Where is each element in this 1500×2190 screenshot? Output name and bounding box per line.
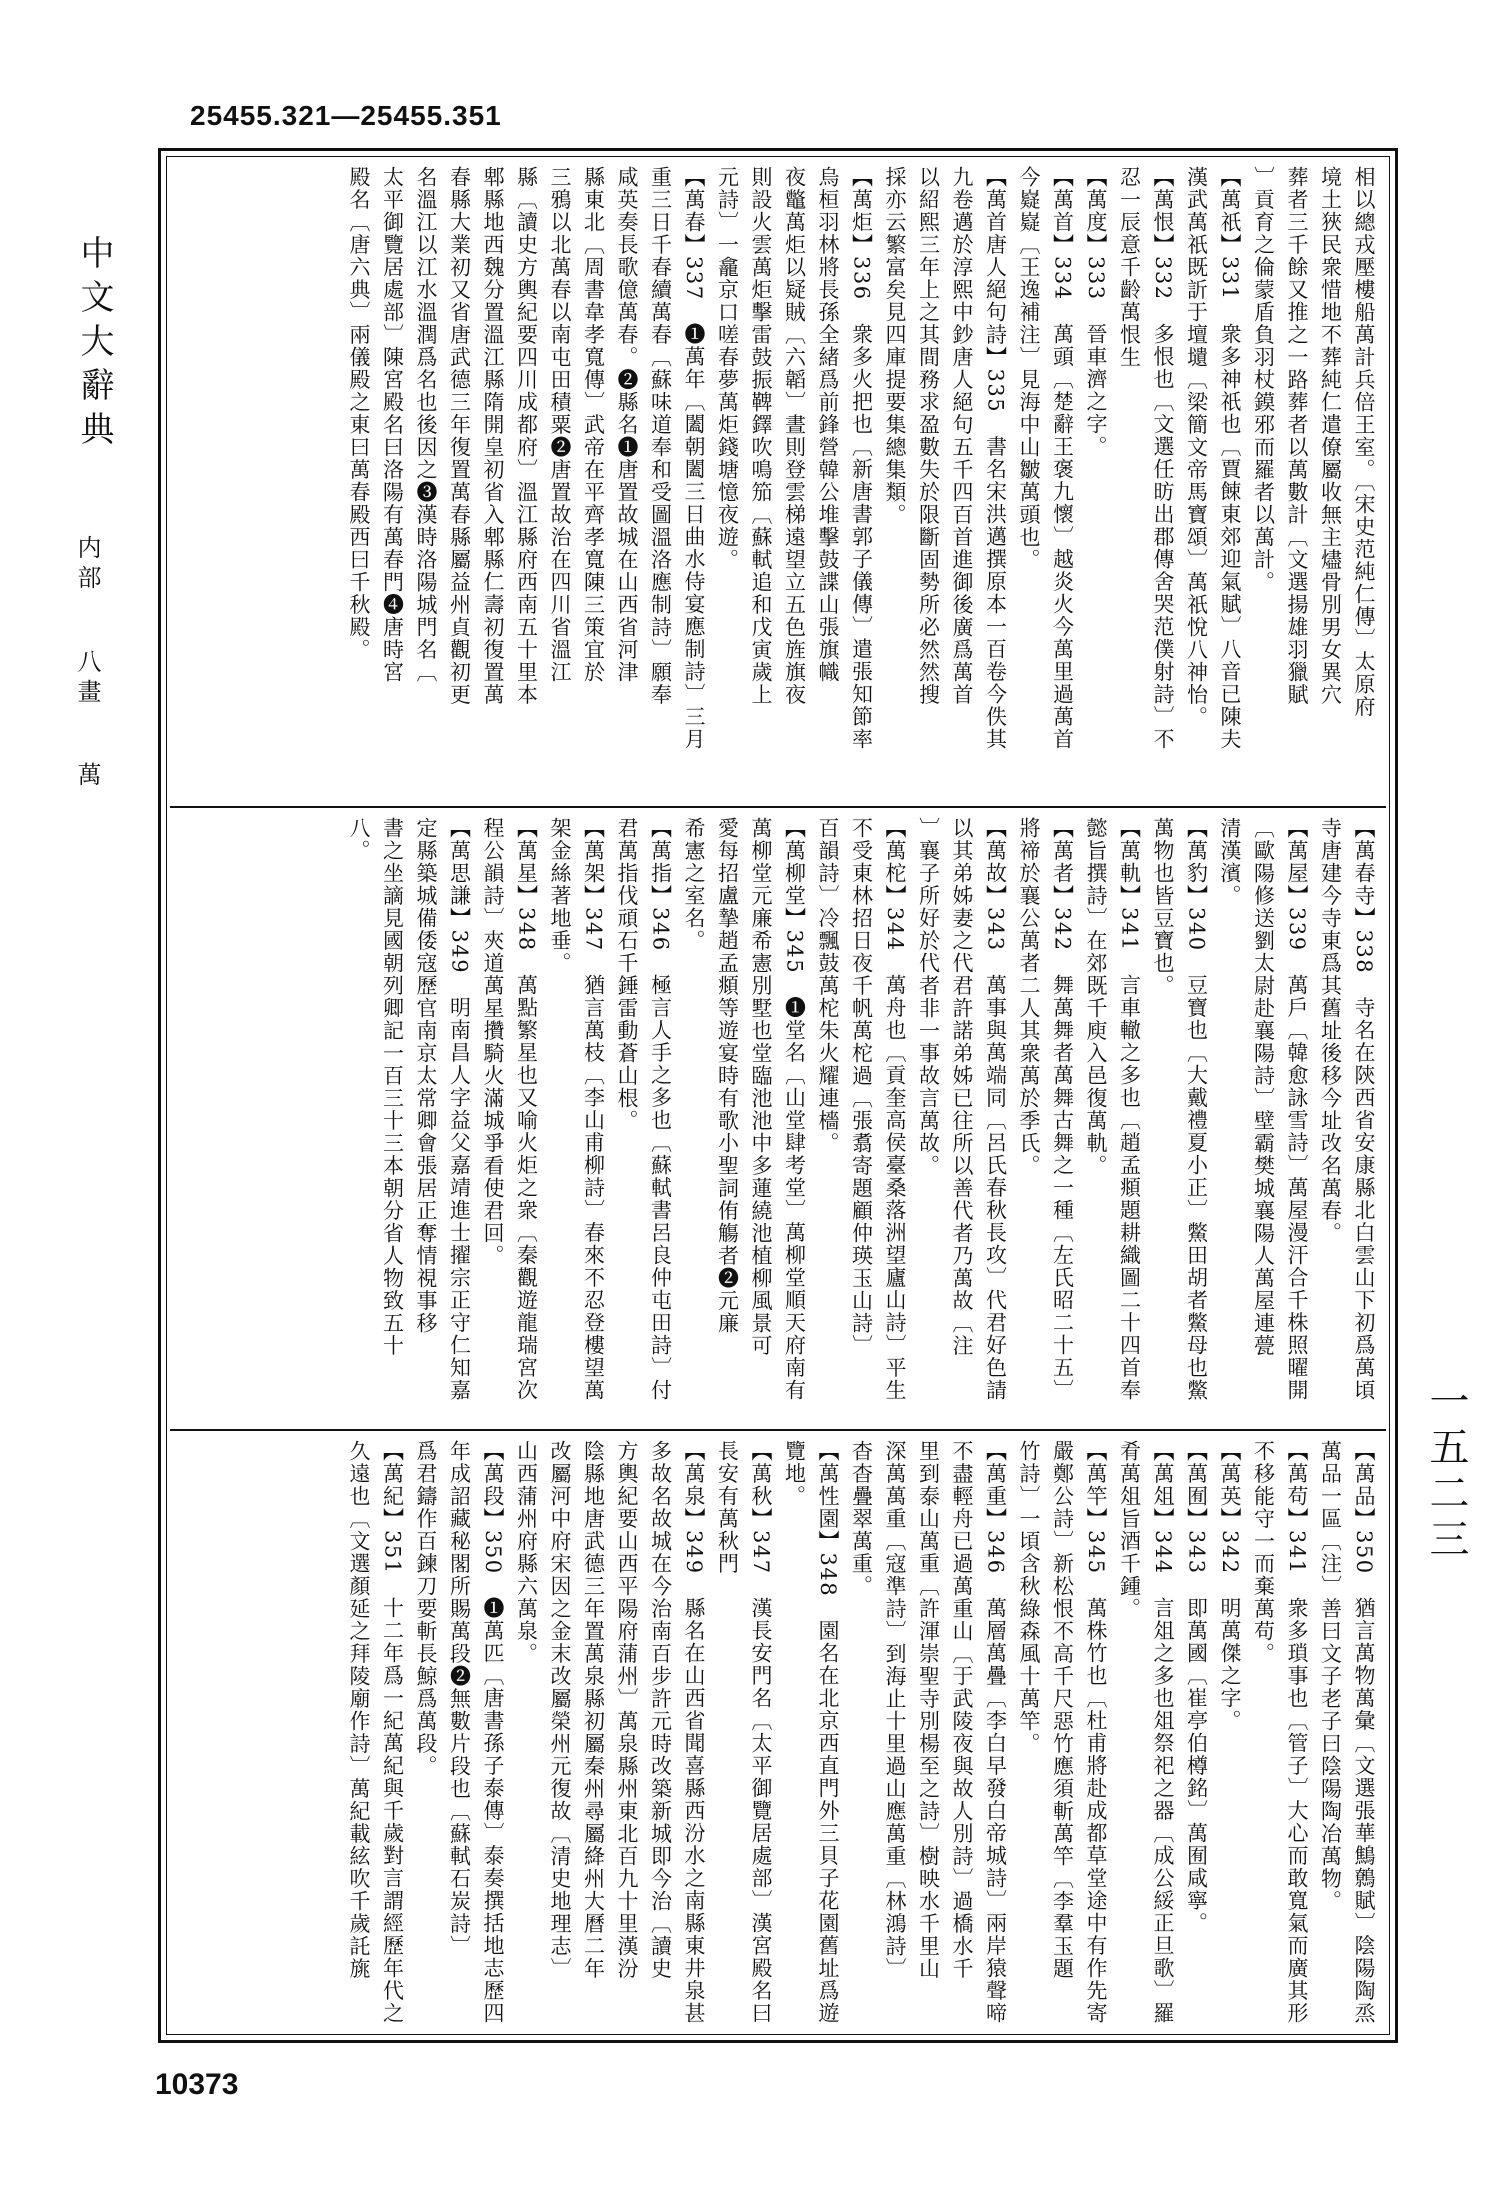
text-column: 將禘於襄公萬者二人其衆萬於季氏。 [1017,817,1041,1177]
sidebar-section-info [70,535,105,832]
text-column: 【萬柳堂】345 ❶堂名〔山堂肆考堂〕萬柳堂順天府南有 [782,817,807,1402]
text-column: 【萬春寺】338 寺名在陝西省安康縣北白雲山下初爲萬頃 [1352,817,1376,1402]
text-column: 萬品一區〔注〕善曰文子老子曰陰陽陶冶萬物。 [1318,1440,1343,1913]
text-column: 三鴉以北萬春以南屯田積粟❷唐置故治在四川省溫江 [548,166,572,684]
text-column: 葬者三千餘又推之一路葬者以萬數計〔文選揚雄羽獵賦 [1285,166,1309,706]
text-column: 定縣築城備倭寇歷官南京太常卿會張居正奪情視事移 [414,817,438,1335]
text-column: 【萬豹】340 豆寶也〔大戴禮夏小正〕鱉田胡者鱉母也鱉 [1184,817,1209,1402]
text-column: 不移能守一而棄萬苟。 [1251,1440,1276,1665]
text-column: 〕襄子所好於代者非一事故言萬故。 [916,817,941,1177]
text-column: 【萬首唐人絕句詩】335 書名宋洪邁撰原本一百卷今佚其 [983,166,1008,751]
text-column: 【萬俎】344 言俎之多也俎祭祀之器〔成公綏正旦歌〕羅 [1151,1440,1175,2025]
text-column: 懿旨撰詩〕在郊既千庾入邑復萬軌。 [1084,817,1108,1177]
text-column: 【萬者】342 舞萬舞者萬舞古舞之一種〔左氏昭二十五〕 [1050,817,1075,1402]
text-column: 春縣大業初又省唐武德三年復置萬春縣屬益州貞觀初更 [447,166,472,706]
text-column: 殿名〔唐六典〕兩儀殿之東曰萬春殿西曰千秋殿。 [347,166,371,661]
text-column: 多故名故城在今治南百步許元時改築新城即今治〔讀史 [648,1440,673,1980]
dictionary-title: 中文大辭典 [74,235,114,455]
text-column: 【萬性園】348 園名在北京西直門外三貝子花園舊址爲遊 [816,1440,840,2025]
text-column: 【萬秋】347 漢長安門名〔太平御覽居處部〕漢宮殿名曰 [749,1440,773,2025]
text-column: 則設火雲萬炬擊雷鼓振鞞鐸吹鳴笳〔蘇軾追和戊寅歲上 [749,166,773,706]
text-column: 相以總戎壓樓船萬計兵倍王室。〔宋史范純仁傳〕太原府 [1352,166,1376,718]
text-column: 境土狹民衆惜地不葬純仁遣僚屬收無主燼骨別男女異穴 [1318,166,1343,706]
text-column: 太平御覽居處部〕陳宮殿名曰洛陽有萬春門❹唐時宮 [380,166,405,684]
text-column: 【萬重】346 萬層萬疊〔李白早發白帝城詩〕兩岸猿聲啼 [983,1440,1008,2025]
band-divider [170,806,1386,808]
page-number: 一五二三 [1423,1380,1469,1564]
text-column: 君萬指伐頑石千錘雷動蒼山根。 [615,817,639,1132]
text-column: 覽地。 [782,1440,807,1508]
text-column: 今嶷嶷〔王逸補注〕見海中山皺萬頭也。 [1017,166,1041,571]
text-column: 忍一辰意千齡萬恨生 [1117,166,1142,369]
text-column: 爲君鑄作百鍊刀要斬長鯨爲萬段。 [414,1440,438,1778]
band-divider [170,1429,1386,1431]
text-column: 久遠也〔文選顏延之拜陵廟作詩〕萬紀載絃吹千歲託旐 [347,1440,371,1980]
text-column: 程公韻詩〕夾道萬星攢騎火滿城爭看使君回。 [481,817,505,1267]
text-column: 竹詩〕一頃含秋綠森風十萬竿。 [1017,1440,1041,1755]
text-column: 【萬品】350 猶言萬物萬彙〔文選張華鷦鷯賦〕陰陽陶烝 [1352,1440,1376,2025]
text-column: 咸英奏長歌億萬春。❷縣名❶唐置故城在山西省河津 [615,166,639,684]
text-column: 萬物也皆豆寶也。 [1151,817,1175,997]
text-column: 元詩〕一龕京口嗟春夢萬炬錢塘憶夜遊。 [715,166,740,571]
text-column: 【萬柁】344 萬舟也〔貢奎高侯臺桑落洲望廬山詩〕平生 [883,817,907,1402]
text-column: 【萬星】348 萬點繁星也又喻火炬之衆〔秦觀遊龍瑞宮次 [514,817,539,1402]
entry-range-header: 25455.321—25455.351 [190,100,502,131]
text-column: 烏桓羽林將長孫全緒爲前鋒營韓公堆擊鼓諜山張旗幟 [816,166,840,684]
text-column: 【萬囿】343 即萬國〔崔亭伯樽銘〕萬囿咸寧。 [1184,1440,1209,1935]
text-column: 縣〔讀史方輿紀要四川成都府〕溫江縣府西南五十里本 [514,166,539,706]
text-column: 嚴鄭公詩〕新松恨不高千尺惡竹應須斬萬竿〔李羣玉題 [1050,1440,1075,1980]
text-column: 以其弟姊妻之代君許諾弟姊已往所以善代者乃萬故〔注 [950,817,974,1357]
head-character: 萬 [73,762,101,793]
text-column: 九卷邁於淳熙中鈔唐人絕句五千四百首進御後廣爲萬首 [950,166,974,706]
text-column: 【萬首】334 萬頭〔楚辭王褒九懷〕越炎火今萬里過萬首 [1050,166,1075,751]
text-column: 【萬祇】331 衆多神祇也〔賈餗東郊迎氣賦〕八音已陳夫 [1218,166,1242,751]
text-column: 夜鼈萬炬以疑賊〔六韜〕晝則登雲梯遠望立五色旌旗夜 [782,166,807,706]
text-column: 【萬恨】332 多恨也〔文選任昉出郡傳舍哭范僕射詩〕不 [1151,166,1175,751]
text-column: 書之坐謫見國朝列卿記一百三十三本朝分省人物致五十 [380,817,405,1357]
text-column: 年成詔藏秘閣所賜萬段❷無數片段也〔蘇軾石炭詩〕 [447,1440,472,1958]
text-column: 杳杳疊翠萬重。 [849,1440,874,1598]
text-column: 肴萬俎旨酒千鍾。 [1117,1440,1142,1620]
text-column: 【萬炬】336 衆多火把也〔新唐書郭子儀傳〕遣張知節率 [849,166,874,751]
text-column: 【萬泉】349 縣名在山西省聞喜縣西汾水之南縣東井泉甚 [682,1440,706,2025]
footer-code: 10373 [155,2068,239,2101]
text-column: 里到泰山萬重〔許渾崇聖寺別楊至之詩〕樹映水千里山 [916,1440,941,1980]
text-band-lower [170,1434,1386,2030]
text-column: 〕貢育之倫蒙盾負羽杖鏌邪而羅者以萬計。 [1251,166,1276,594]
text-column: 採亦云繁富矣見四庫提要集總集類。 [883,166,907,526]
text-column: 【萬架】347 猶言萬枝〔李山甫柳詩〕春來不忍登樓望萬 [581,817,606,1402]
text-column: 改屬河中府宋因之金末改屬榮州元復故〔清史地理志〕 [548,1440,572,1980]
text-band-upper [170,160,1386,802]
text-column: 寺唐建今寺東爲其舊址後移今址改名萬春。 [1318,817,1343,1245]
text-column: 不受東林招日夜千帆萬柁過〔張翥寄題顧仲瑛玉山詩〕 [849,817,874,1357]
text-column: 【萬春】337 ❶萬年〔闔朝闔三日曲水侍宴應制詩〕三月 [682,166,706,751]
text-column: 【萬苟】341 衆多瑣事也〔管子〕大心而敢寬氣而廣其形 [1285,1440,1309,2025]
text-column: 【萬段】350 ❶萬匹〔唐書孫子泰傳〕泰奏撰括地志歷四 [481,1440,505,2025]
text-column: 以紹熙三年上之其間務求盈數失於限斷固勢所必然然搜 [916,166,941,706]
text-column: 〔歐陽修送劉太尉赴襄陽詩〕壁霸樊城襄陽人萬屋連甍 [1251,817,1276,1357]
text-column: 陰縣地唐武德三年置萬泉縣初屬秦州尋屬絳州大曆二年 [581,1440,606,1980]
text-column: 【萬故】343 萬事與萬端同〔呂氏春秋長攻〕代君好色請 [983,817,1008,1402]
text-column: 方輿紀要山西平陽府蒲州〕萬泉縣州東北百九十里漢汾 [615,1440,639,1980]
text-column: 架金絲著地垂。 [548,817,572,975]
text-column: 名溫江以江水溫潤爲名也後因之❸漢時洛陽城門名〔 [414,166,438,684]
text-column: 【萬竿】345 萬株竹也〔杜甫將赴成都草堂途中有作先寄 [1084,1440,1108,2025]
text-column: 【萬軌】341 言車轍之多也〔趙孟頫題耕織圖二十四首奉 [1117,817,1142,1402]
text-column: 深萬萬重〔寇準詩〕到海止十里過山應萬重〔林鴻詩〕 [883,1440,907,1980]
radical-section: 内部 [73,535,101,595]
stroke-count: 八畫 [73,648,101,709]
text-column: 山西蒲州府縣六萬泉。 [514,1440,539,1665]
text-band-middle [170,811,1386,1425]
text-column: 漢武萬祇既訢于壇壝〔梁簡文帝馬寶頌〕萬祇悅八神怡。 [1184,166,1209,729]
text-column: 【萬紀】351 十二年爲一紀萬紀與千歲對言謂經歷年代之 [380,1440,405,2025]
text-column: 八。 [347,817,371,862]
text-column: 【萬指】346 極言人手之多也〔蘇軾書呂良仲屯田詩〕付 [648,817,673,1402]
text-column: 【萬屋】339 萬戶〔韓愈詠雪詩〕萬屋漫汗合千株照曜開 [1285,817,1309,1402]
text-column: 【萬度】333 晉車濟之字。 [1084,166,1108,459]
text-frame [158,148,1398,2043]
text-column: 清漢濱。 [1218,817,1242,907]
text-column: 重三日千春續萬春〔蘇味道奉和受圖溫洛應制詩〕願奉 [648,166,673,706]
text-column: 郫縣地西魏分置溫江縣隋開皇初省入郫縣仁壽初復置萬 [481,166,505,706]
text-column: 百韻詩〕冷飄鼓萬柁朱火耀連檣。 [816,817,840,1155]
text-column: 【萬思謙】349 明南昌人字益父嘉靖進士擢宗正守仁知嘉 [447,817,472,1402]
text-column: 不盡輕舟已過萬重山〔于武陵夜與故人別詩〕過橋水千 [950,1440,974,1980]
text-column: 萬柳堂元廉希憲別墅也堂臨池池中多蓮繞池植柳風景可 [749,817,773,1357]
text-column: 希憲之室名。 [682,817,706,952]
text-column: 長安有萬秋門 [715,1440,740,1575]
text-column: 愛每招盧摯趙孟頫等遊宴時有歌小聖詞侑觴者❷元廉 [715,817,740,1335]
text-column: 縣東北〔周書韋孝寬傳〕武帝在平齊孝寬陳三策宜於 [581,166,606,684]
text-column: 【萬英】342 明萬傑之字。 [1218,1440,1242,1733]
